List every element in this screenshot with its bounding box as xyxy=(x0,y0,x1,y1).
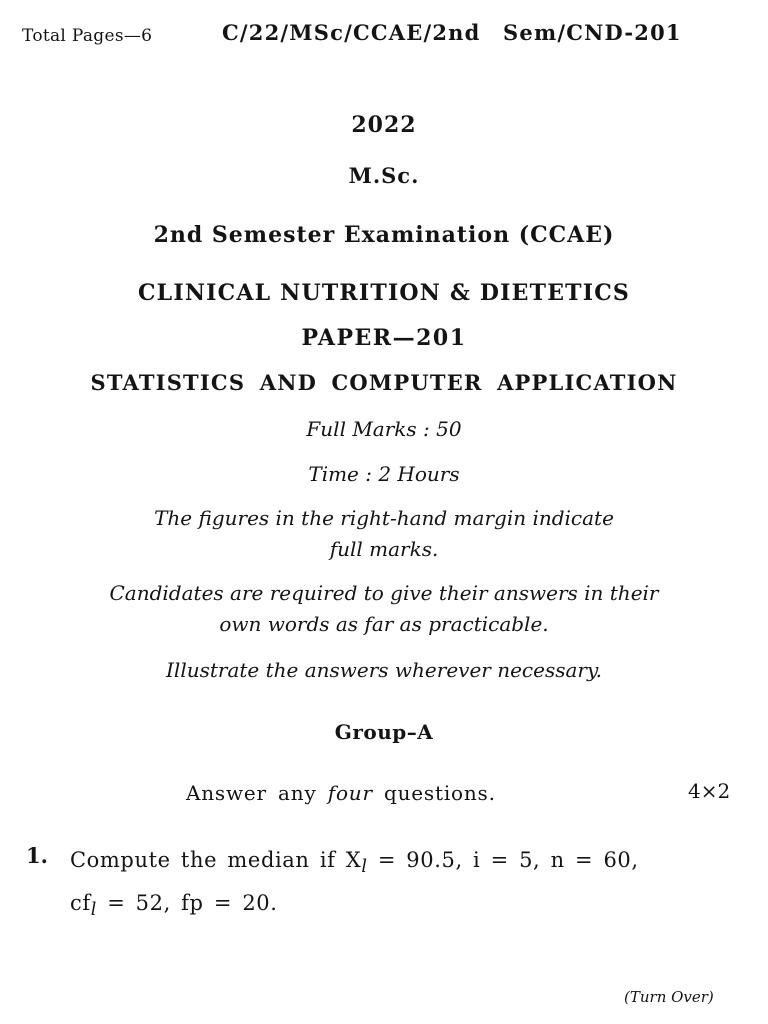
group-a-heading: Group–A xyxy=(334,720,434,744)
question-1-text xyxy=(70,842,750,928)
paper-title: STATISTICS AND COMPUTER APPLICATION xyxy=(90,370,678,395)
question-1-line1-rest: = 90.5, i = 5, n = 60, xyxy=(367,848,639,872)
subscript-l: l xyxy=(361,857,368,878)
paper-number: PAPER—201 xyxy=(301,325,467,351)
instruction-marks-line2: full marks. xyxy=(329,537,439,561)
instruction-illustrate: Illustrate the answers wherever necessary. xyxy=(166,658,602,682)
turn-over-note: (Turn Over) xyxy=(624,988,714,1006)
total-pages: Total Pages—6 xyxy=(22,26,153,46)
instruction-marks-line1: The figures in the right-hand margin indicate xyxy=(154,506,614,530)
degree: M.Sc. xyxy=(348,163,420,188)
answer-count: four xyxy=(327,781,373,805)
question-1-line2-rest: = 52, fp = 20. xyxy=(96,891,278,916)
instruction-words-line2: own words as far as practicable. xyxy=(219,612,549,636)
question-1-line1: Compute the median if X xyxy=(70,848,362,872)
full-marks: Full Marks : 50 xyxy=(306,417,462,441)
answer-instruction xyxy=(186,781,496,805)
answer-suffix: questions. xyxy=(384,781,496,805)
subject-title: CLINICAL NUTRITION & DIETETICS xyxy=(137,280,631,306)
exam-time: Time : 2 Hours xyxy=(308,462,460,486)
question-1-number: 1. xyxy=(26,843,48,868)
group-a-marks: 4×2 xyxy=(688,779,731,803)
subscript-l-2: l xyxy=(90,900,97,921)
exam-year: 2022 xyxy=(351,112,417,138)
paper-code: C/22/MSc/CCAE/2nd Sem/CND-201 xyxy=(222,20,682,45)
instruction-words-line1: Candidates are required to give their answers in their xyxy=(109,581,659,605)
question-1-line2: cf xyxy=(70,891,91,916)
semester-exam: 2nd Semester Examination (CCAE) xyxy=(153,222,615,248)
answer-prefix: Answer any xyxy=(186,781,317,805)
